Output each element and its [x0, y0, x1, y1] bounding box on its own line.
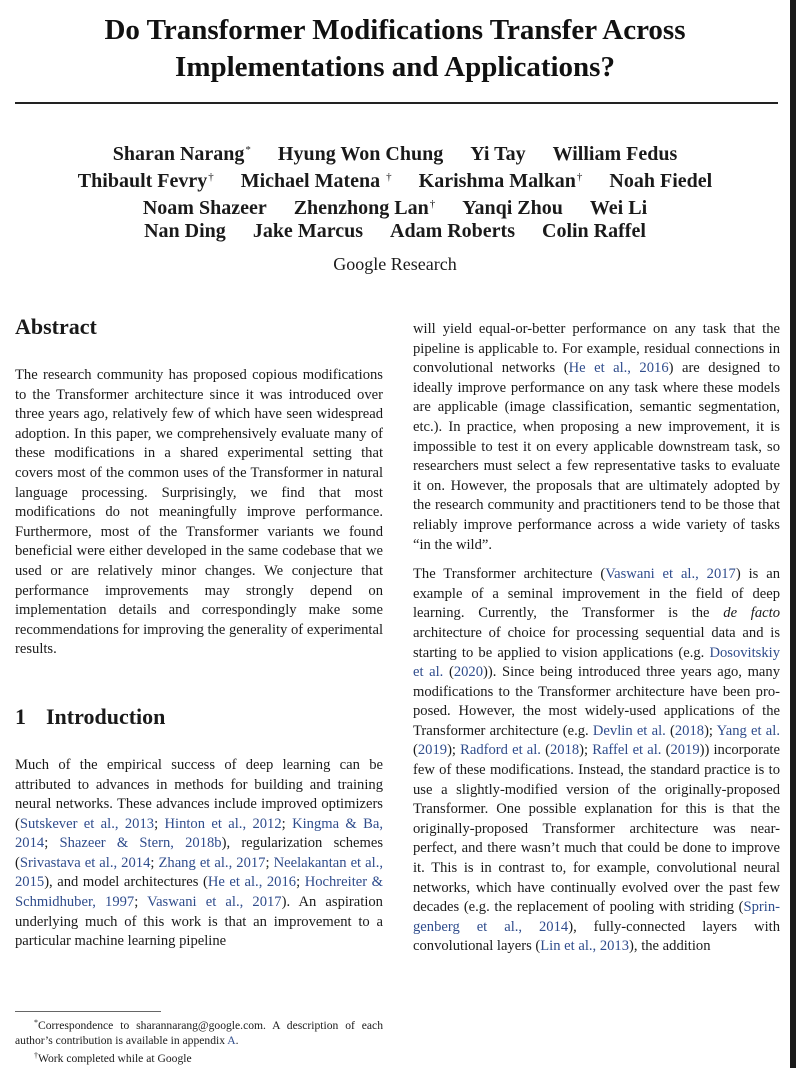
footnote-mark: * [34, 1018, 38, 1027]
footnote-1 [15, 1015, 383, 1048]
citation-link[interactable]: Srivastava et al., 2014 [19, 854, 151, 871]
text: ), fully-connected layers with convolutional layers ( [413, 918, 780, 955]
author-name: Yanqi Zhou [462, 197, 563, 219]
citation-link[interactable]: Radford et al. [460, 742, 541, 759]
author-name: Zhenzhong Lan [293, 197, 429, 219]
author [390, 220, 515, 242]
citation-link[interactable]: He et al., 2016 [207, 874, 297, 891]
paper-title [0, 12, 790, 86]
citation-link[interactable]: Kingma & Ba, 2014 [15, 815, 384, 852]
author [143, 197, 267, 219]
author-mark: † [576, 171, 583, 183]
footnotes [15, 1015, 383, 1066]
author [253, 220, 363, 242]
text: )). Since being introduced three years ago, many modifications to the Transformer architecture have been proposed. However, the most widely-used applications of the Transformer architecture (e.g. [413, 664, 780, 739]
author-row-1 [0, 139, 790, 166]
title-line-1: Do Transformer Modifications Transfer Across [104, 14, 686, 46]
text: ) are designed to ideally improve performance on any task where these models are applicable (image classification, semantic segmentation, etc.). In practice, when proposing a new improvement, it is impossible to test it on every applicable downstream task, so researchers must select a few representative tasks to evaluate it on. However, the proposals that are ultimately adopted by the research community and practitioners tend to be those that reliably improve performance across a wide variety of tasks “in the wild”. [413, 360, 780, 553]
author-list [0, 139, 790, 243]
text: Much of the empirical success of deep learning can be attributed to advances in methods for building and training neural networks. These advances include improved optimizers ( [15, 756, 383, 832]
citation-link[interactable]: Vaswani et al., 2017 [605, 566, 736, 583]
author [241, 170, 392, 192]
title-divider [15, 102, 778, 104]
citation-link[interactable]: Neelakantan et al., 2015 [15, 854, 383, 891]
text: architecture of choice for processing sequential data and is starting to be applied to vision applications (e.g. [413, 624, 780, 661]
introduction-heading [15, 702, 383, 732]
author [113, 143, 251, 165]
author-name: Yi Tay [470, 143, 526, 165]
footnote-text: Correspondence to sharannarang@google.com. A description of each author’s contribution is available in appendix [15, 1019, 383, 1047]
citation-link[interactable]: Yang et al. [716, 722, 780, 739]
citation-link[interactable]: Raffel et al. [592, 742, 662, 759]
citation-link[interactable]: 2018 [549, 742, 580, 759]
author [462, 197, 563, 219]
author-name: Adam Roberts [390, 220, 515, 242]
footnote-divider [15, 1011, 161, 1012]
text: ). An aspiration underlying much of this work is that an improvement to a particular machine learning pipeline [15, 894, 383, 950]
text: will yield equal-or-better performance on any task that the pipeline is applicable to. For example, residual connections in convolutional networks ( [413, 321, 780, 377]
citation-link[interactable]: Sutskever et al., 2013 [19, 815, 155, 832]
abstract-text: The research community has proposed copious modifications to the Transformer architecture since it was introduced over three years ago, relatively few of which have seen widespread adoption. In this paper, we comprehensively evaluate many of these modifications in a shared experimental setting that covers most of the common uses of the Transformer in natural language processing. Surprisingly, we find that most modifications do not meaningfully improve performance. Furthermore, most of the Transformer variants we found beneficial were either developed in the same codebase that we used or are relatively minor changes. We conjecture that performance improvements may strongly depend on implementation details and correspondingly make some recommendations for improving the generality of experimental results. [15, 367, 383, 658]
text: The Transformer architecture ( [413, 566, 606, 583]
author [278, 143, 443, 165]
author [542, 220, 646, 242]
citation-link[interactable]: Hochreiter & Schmidhuber, 1997 [15, 874, 383, 911]
citation-link[interactable]: 2019 [670, 742, 700, 759]
text: . [235, 1034, 239, 1047]
affiliation: Google Research [333, 254, 457, 274]
author [553, 143, 678, 165]
author-row-4 [0, 220, 790, 243]
author-name: Nan Ding [144, 220, 226, 242]
author-name: Michael Matena [240, 170, 386, 192]
citation-link[interactable]: Hinton et al., 2012 [164, 815, 282, 832]
author-name: Thibault Fevry [77, 170, 208, 192]
text: )) incorporate few of these modifications. Instead, the standard practice is to use a slightly-modified version of the originally-proposed Transformer. One possible explanation for this is that the originally-proposed Transformer architecture was near-perfect, and there wasn’t much that could be done to improve it. This is in contrast to, for example, convolutional neural networks, which have continually evolved over the past few decades (e.g. the replacement of pooling with striding ( [413, 742, 780, 916]
author-name: Colin Raffel [542, 220, 646, 242]
text: ( [540, 742, 550, 759]
footnote-text: Work completed while at Google [38, 1052, 192, 1065]
citation-link[interactable]: 2019 [417, 742, 448, 759]
author-name: Wei Li [589, 197, 648, 219]
author [419, 170, 583, 192]
emphasis: de facto [723, 605, 780, 622]
text: ( [413, 742, 418, 759]
text: ; [281, 815, 293, 832]
text: ( [665, 722, 675, 739]
author [609, 170, 712, 192]
text: ; [134, 894, 148, 911]
text: ; [44, 835, 60, 852]
citation-link[interactable]: Lin et al., 2013 [540, 938, 630, 955]
author-mark: * [245, 144, 251, 156]
author-name: Hyung Won Chung [277, 143, 444, 165]
text: ); [579, 742, 593, 759]
text: ), the addition [629, 938, 711, 955]
author [470, 143, 525, 165]
author-name: Noah Fiedel [609, 170, 713, 192]
author [78, 170, 214, 192]
author-row-2 [0, 166, 790, 193]
text: ; [150, 854, 159, 871]
author-name: Noam Shazeer [142, 197, 267, 219]
citation-link[interactable]: Springenberg et al., 2014 [413, 899, 780, 935]
section-title: Introduction [46, 703, 166, 729]
text: ; [296, 874, 305, 891]
author-mark: † [429, 198, 436, 210]
citation-link[interactable]: Zhang et al., 2017 [158, 854, 266, 871]
appendix-link[interactable]: A [227, 1034, 236, 1047]
text: ( [661, 742, 671, 759]
abstract-heading: Abstract [15, 314, 97, 339]
citation-link[interactable]: He et al., 2016 [568, 360, 669, 377]
author-name: Jake Marcus [252, 220, 363, 242]
author-name: William Fedus [552, 143, 678, 165]
citation-link[interactable]: Vaswani et al., 2017 [147, 894, 282, 911]
author-name: Karishma Malkan [418, 170, 576, 192]
text: ); [447, 742, 461, 759]
citation-link[interactable]: 2018 [674, 722, 705, 739]
left-column [15, 312, 383, 952]
section-number: 1 [15, 703, 26, 729]
footnote-2 [15, 1048, 383, 1066]
citation-link[interactable]: Shazeer & Stern, 2018b [59, 835, 222, 852]
intro-paragraph-1 [15, 756, 383, 952]
title-line-2: Implementations and Applications? [175, 51, 615, 83]
text: ) is an example of a seminal improvement in the field of deep learning. Currently, the Transformer is the [413, 566, 780, 622]
page-right-edge [790, 0, 796, 1068]
text: ; [154, 815, 165, 832]
text: ), and model architectures ( [44, 874, 208, 891]
text: ), regularization schemes ( [15, 835, 384, 871]
citation-link[interactable]: 2020 [453, 664, 483, 681]
footnote-mark: † [34, 1051, 38, 1060]
citation-link[interactable]: Devlin et al. [592, 722, 666, 739]
text: ; [265, 854, 274, 871]
intro-paragraph-1-continued [413, 320, 780, 555]
author-mark: † [208, 171, 214, 183]
author [294, 197, 436, 219]
citation-link[interactable]: Dosovitskiy et al. [413, 644, 780, 681]
author-name: Sharan Narang [112, 143, 245, 165]
right-column [413, 320, 780, 957]
author [590, 197, 647, 219]
author-row-3 [0, 193, 790, 220]
author-mark: † [386, 171, 392, 183]
text: ); [704, 722, 717, 739]
text: ( [443, 664, 454, 681]
intro-paragraph-2 [413, 565, 780, 957]
author [144, 220, 226, 242]
